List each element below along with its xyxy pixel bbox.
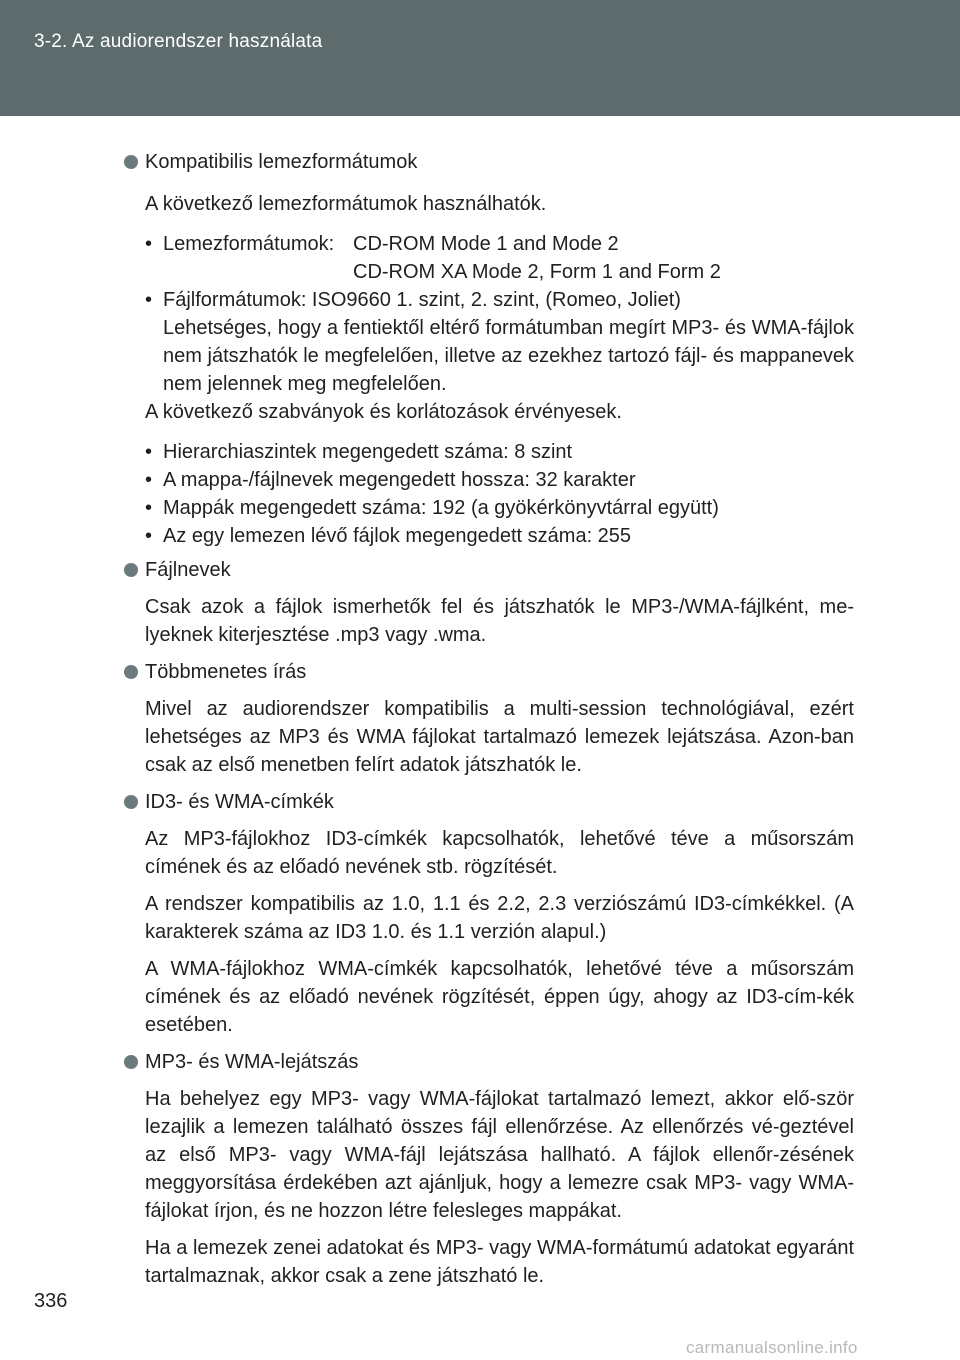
heading-filenames: Fájlnevek bbox=[145, 556, 855, 584]
filenames-text: Csak azok a fájlok ismerhetők fel és játszhatók le MP3-/WMA-fájlként, me-lyeknek kiterjesztése .mp3 vagy .wma. bbox=[145, 596, 854, 646]
bullet-dot-icon bbox=[124, 563, 138, 577]
playback-paragraph-2: Ha a lemezek zenei adatokat és MP3- vagy WMA-formátumú adatokat egyaránt tartalmaznak, akkor csak a zene játszható le. bbox=[145, 1237, 854, 1287]
list-item: • A mappa-/fájlnevek megengedett hossza: 32 karakter bbox=[145, 466, 854, 494]
disc-formats-value-1: CD-ROM Mode 1 and Mode 2 bbox=[353, 233, 619, 255]
list-item: • Mappák megengedett száma: 192 (a gyökérkönyvtárral együtt) bbox=[145, 494, 854, 522]
bullet-dot-icon bbox=[124, 155, 138, 169]
multisession-text: Mivel az audiorendszer kompatibilis a multi-session technológiával, ezért lehetséges az MP3 és WMA fájlokat tartalmazó lemezek lejátszása. Azon-ban csak az első menetben felírt adatok játszhatók le. bbox=[145, 698, 854, 776]
page-content bbox=[0, 148, 960, 1290]
page-header bbox=[0, 0, 960, 116]
list-item-disc-formats bbox=[145, 230, 854, 286]
disc-formats-label: • Lemezformátumok: bbox=[163, 233, 335, 255]
watermark: carmanualsonline.info bbox=[686, 1338, 858, 1357]
disc-formats-value-2: CD-ROM XA Mode 2, Form 1 and Form 2 bbox=[353, 261, 721, 283]
format-list bbox=[145, 230, 854, 314]
bullet-dot-icon bbox=[124, 1055, 138, 1069]
list-item: • Hierarchiaszintek megengedett száma: 8 szint bbox=[145, 438, 854, 466]
heading-tags: ID3- és WMA-címkék bbox=[145, 788, 855, 816]
bullet-dot-icon bbox=[124, 795, 138, 809]
list-item: • Az egy lemezen lévő fájlok megengedett száma: 255 bbox=[145, 522, 854, 550]
page-number: 336 bbox=[34, 1290, 68, 1312]
tags-paragraph-1: Az MP3-fájlokhoz ID3-címkék kapcsolhatók, lehetővé téve a műsorszám címének és az előadó nevének stb. rögzítését. bbox=[145, 828, 854, 878]
heading-playback: MP3- és WMA-lejátszás bbox=[145, 1048, 855, 1076]
limits-intro: A következő szabványok és korlátozások érvényesek. bbox=[145, 401, 622, 423]
playback-paragraph-1: Ha behelyez egy MP3- vagy WMA-fájlokat tartalmazó lemezt, akkor elő-ször lezajlik a lemezen található összes fájl ellenőrzése. Az ellenőrzés vé-geztével az első MP3- vagy WMA-fájl lejátszása hallható. A fájlok ellenőr-zésének meggyorsítása érdekében azt ajánljuk, hogy a lemezre csak MP3- vagy WMA-fájlokat írjon, és ne hozzon létre felesleges mappákat. bbox=[145, 1088, 854, 1222]
list-item-file-formats: • Fájlformátumok: ISO9660 1. szint, 2. szint, (Romeo, Joliet) bbox=[145, 286, 854, 314]
heading-multisession: Többmenetes írás bbox=[145, 658, 855, 686]
heading-compatible-formats: Kompatibilis lemezformátumok bbox=[145, 148, 855, 176]
compat-note: Lehetséges, hogy a fentiektől eltérő formátumban megírt MP3- és WMA-fájlok nem játszhatók le megfelelően, illetve az ezekhez tartozó fájl- és mappanevek nem jelennek meg megfelelően. bbox=[163, 317, 854, 395]
limits-list bbox=[145, 438, 854, 550]
section-title: 3-2. Az audiorendszer használata bbox=[34, 31, 323, 52]
compat-intro: A következő lemezformátumok használhatók. bbox=[145, 193, 547, 215]
tags-paragraph-3: A WMA-fájlokhoz WMA-címkék kapcsolhatók, lehetővé téve a műsorszám címének és az előadó nevének rögzítését, éppen úgy, ahogy az ID3-cím-kék esetében. bbox=[145, 958, 854, 1036]
tags-paragraph-2: A rendszer kompatibilis az 1.0, 1.1 és 2.2, 2.3 verziószámú ID3-címkékkel. (A karakterek száma az ID3 1.0. és 1.1 verzión alapul.) bbox=[145, 893, 854, 943]
bullet-dot-icon bbox=[124, 665, 138, 679]
